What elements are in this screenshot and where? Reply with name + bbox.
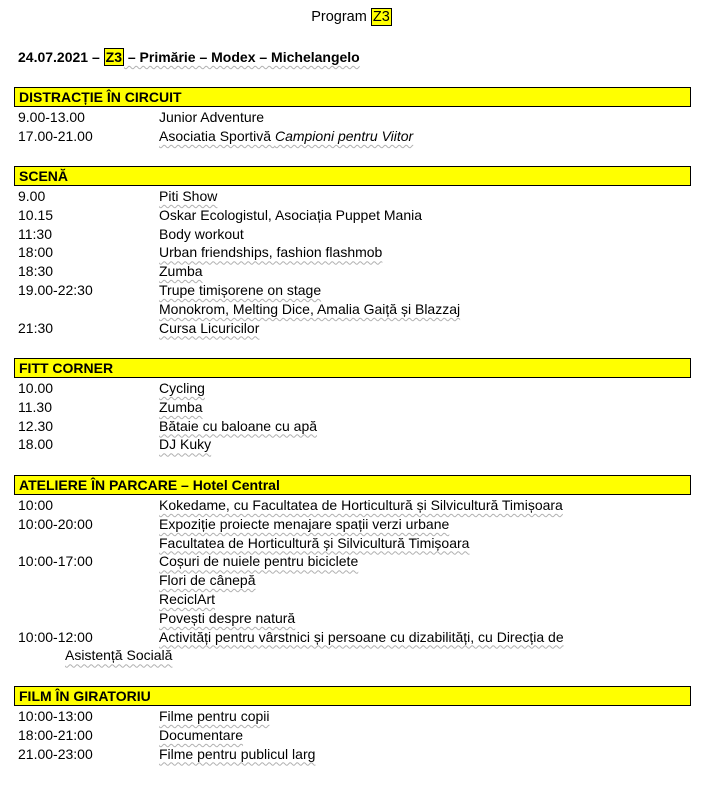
schedule-row — [14, 281, 691, 300]
schedule-row — [14, 628, 691, 647]
schedule-row — [14, 243, 691, 262]
schedule-row — [14, 435, 691, 454]
row-activity: Documentare — [159, 726, 244, 743]
row-activity-continuation: Asistență Socială — [65, 647, 173, 664]
schedule-row — [14, 707, 691, 726]
row-activity: Monokrom, Melting Dice, Amalia Gaiță și Blazzaj — [159, 300, 461, 317]
schedule-row — [14, 262, 691, 281]
row-activity: Expoziție proiecte menajare spații verzi urbane — [159, 515, 450, 532]
schedule-row — [14, 319, 691, 338]
schedule-row — [14, 496, 691, 515]
row-activity: Oskar Ecologistul, Asociația Puppet Mania — [159, 206, 423, 223]
row-activity: Filme pentru copii — [159, 708, 270, 724]
route: – Primărie – Modex – Michelangelo — [123, 49, 360, 65]
zone-badge-inline: Z3 — [105, 49, 122, 65]
row-time: 10:00-12:00 — [18, 628, 93, 645]
section-scena — [14, 166, 691, 337]
row-activity: Junior Adventure — [159, 109, 265, 125]
document-title — [0, 9, 703, 25]
section-header: DISTRACȚIE ÎN CIRCUIT — [14, 87, 691, 107]
row-time: 11.30 — [18, 398, 52, 415]
row-activity: Coșuri de nuiele pentru biciclete — [159, 553, 359, 570]
row-activity: Kokedame, cu Facultatea de Horticultură și Silvicultură Timișoara — [159, 497, 563, 513]
row-time: 10:00-20:00 — [18, 515, 93, 532]
schedule-row — [14, 590, 691, 609]
section-header: ATELIERE ÎN PARCARE – Hotel Central — [14, 475, 691, 495]
row-activity: Povești despre natură — [159, 609, 296, 626]
row-activity: Zumba — [159, 263, 203, 280]
row-time: 17.00-21.00 — [18, 127, 93, 144]
row-time: 21.00-23:00 — [18, 745, 93, 762]
row-activity: Facultatea de Horticultură și Silvicultură Timișoara — [159, 534, 470, 551]
row-time: 9.00 — [18, 188, 46, 204]
row-time: 10.15 — [18, 206, 54, 223]
schedule-row — [14, 726, 691, 745]
section-film — [14, 686, 691, 763]
row-time: 18:30 — [18, 263, 54, 280]
schedule-row — [14, 300, 691, 319]
row-time: 18:00 — [18, 244, 54, 261]
row-activity: Filme pentru publicul larg — [159, 745, 316, 762]
activity-italic: Campioni pentru Viitor — [274, 127, 414, 144]
row-time: 12.30 — [18, 417, 54, 434]
schedule-row — [14, 552, 691, 571]
row-time: 18:00-21:00 — [18, 726, 93, 743]
section-fitt — [14, 358, 691, 454]
schedule-row — [14, 225, 691, 244]
schedule-row — [14, 534, 691, 553]
schedule-row — [14, 398, 691, 417]
schedule-row — [14, 515, 691, 534]
schedule-row — [14, 108, 691, 127]
schedule-row — [14, 609, 691, 628]
row-time: 10:00 — [18, 497, 54, 513]
section-header: SCENĂ — [14, 166, 691, 186]
schedule-row — [14, 745, 691, 764]
schedule-row — [14, 127, 691, 146]
section-ateliere — [14, 475, 691, 665]
title-prefix: Program — [311, 9, 367, 25]
row-activity: Zumba — [159, 398, 203, 415]
date: 24.07.2021 – — [18, 49, 104, 65]
row-activity: Urban friendships, fashion flashmob — [159, 244, 383, 261]
row-time: 10:00-17:00 — [18, 553, 93, 570]
row-time: 10:00-13:00 — [18, 708, 93, 724]
schedule-row — [14, 187, 691, 206]
row-activity: Piti Show — [159, 188, 218, 204]
row-activity: Body workout — [159, 225, 244, 242]
row-time: 19.00-22:30 — [18, 281, 93, 298]
row-activity — [159, 127, 413, 146]
activity-plain: Asociatia Sportivă — [159, 127, 275, 144]
row-activity: Activități pentru vârstnici și persoane cu dizabilități, cu Direcția de — [159, 628, 564, 645]
row-time: 10.00 — [18, 380, 54, 396]
schedule-row — [14, 571, 691, 590]
section-circuit — [14, 87, 691, 146]
row-activity: Trupe timișorene on stage — [159, 281, 322, 298]
row-activity: ReciclArt — [159, 590, 216, 607]
schedule-row — [14, 206, 691, 225]
schedule-row — [14, 379, 691, 398]
row-time: 9.00-13.00 — [18, 109, 85, 125]
row-time: 21:30 — [18, 319, 54, 336]
row-activity: Bătaie cu baloane cu apă — [159, 417, 318, 434]
row-time: 11:30 — [18, 225, 52, 242]
row-activity: Cursa Licuricilor — [159, 319, 260, 336]
section-header: FILM ÎN GIRATORIU — [14, 686, 691, 706]
row-activity: DJ Kuky — [159, 436, 212, 453]
date-route-line — [18, 49, 360, 65]
schedule-row — [14, 417, 691, 436]
row-activity: Flori de cânepă — [159, 572, 256, 589]
zone-badge: Z3 — [372, 9, 390, 25]
schedule-row-continuation — [14, 646, 691, 665]
row-activity: Cycling — [159, 380, 205, 396]
row-time: 18.00 — [18, 436, 54, 453]
section-header: FITT CORNER — [14, 358, 691, 378]
